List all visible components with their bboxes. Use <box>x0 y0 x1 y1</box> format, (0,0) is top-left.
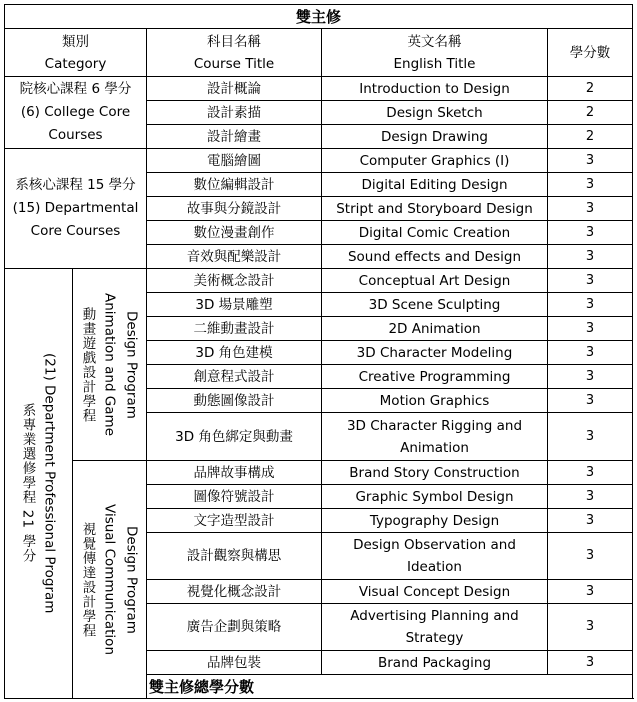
course-credits: 3 <box>548 389 633 413</box>
course-title-zh: 圖像符號設計 <box>147 485 322 509</box>
animation-program-label-zh: 動畫遊戲設計學程 <box>79 306 96 423</box>
table-row <box>5 77 633 101</box>
course-title-en: Digital Comic Creation <box>322 221 548 245</box>
course-title-en-line1: 3D Character Rigging and <box>346 417 523 434</box>
course-title-en-line2: Animation <box>400 439 469 456</box>
course-title-en: 3D Scene Sculpting <box>322 293 548 317</box>
professional-program-label-en: (21) Department Professional Program <box>41 353 58 614</box>
course-credits: 2 <box>548 101 633 125</box>
course-title-en-line1: Advertising Planning and <box>350 608 519 624</box>
animation-program-category <box>73 269 147 461</box>
course-credits: 3 <box>548 651 633 675</box>
course-credits: 3 <box>548 173 633 197</box>
course-title-zh: 設計概論 <box>147 77 322 101</box>
course-title-en: Stript and Storyboard Design <box>322 197 548 221</box>
course-title-zh: 文字造型設計 <box>147 509 322 533</box>
course-title-en <box>322 604 548 651</box>
course-title-zh: 美術概念設計 <box>147 269 322 293</box>
course-title-header-en: Course Title <box>193 55 275 72</box>
course-title-en: Sound effects and Design <box>322 245 548 269</box>
course-credits: 3 <box>548 533 633 580</box>
professional-program-label-zh: 系專業選修學程 21 學分 <box>19 403 36 564</box>
course-title-zh: 創意程式設計 <box>147 365 322 389</box>
course-credits: 3 <box>548 509 633 533</box>
table-row <box>5 269 633 293</box>
course-credits: 3 <box>548 341 633 365</box>
course-credits: 3 <box>548 461 633 485</box>
course-credits: 3 <box>548 197 633 221</box>
course-title-en-line2: Ideation <box>407 559 462 575</box>
course-title-en <box>322 533 548 580</box>
course-title-zh: 設計繪畫 <box>147 125 322 149</box>
english-title-header-en: English Title <box>393 55 476 72</box>
course-title-en: Computer Graphics (I) <box>322 149 548 173</box>
course-title-zh: 品牌故事構成 <box>147 461 322 485</box>
visual-program-label-zh: 視覺傳達設計學程 <box>79 521 96 638</box>
course-title-en: Typography Design <box>322 509 548 533</box>
course-credits: 3 <box>548 149 633 173</box>
animation-program-label-en1: Animation and Game <box>101 293 118 436</box>
dept-core-line2: (15) Departmental <box>12 200 139 216</box>
course-title-en: 2D Animation <box>322 317 548 341</box>
course-credits: 3 <box>548 365 633 389</box>
double-major-table <box>4 4 633 699</box>
course-title-en: Brand Story Construction <box>322 461 548 485</box>
course-title-zh: 設計素描 <box>147 101 322 125</box>
course-title-zh: 3D 角色建模 <box>147 341 322 365</box>
table-row <box>5 461 633 485</box>
course-title-zh: 音效與配樂設計 <box>147 245 322 269</box>
course-title-zh: 故事與分鏡設計 <box>147 197 322 221</box>
course-title-header <box>147 29 322 77</box>
course-title-zh: 品牌包裝 <box>147 651 322 675</box>
table-title: 雙主修 <box>5 5 633 29</box>
category-header-zh: 類別 <box>62 33 89 50</box>
animation-program-label-en2: Design Program <box>123 310 140 419</box>
course-title-zh: 電腦繪圖 <box>147 149 322 173</box>
category-header <box>5 29 147 77</box>
course-title-en: 3D Character Modeling <box>322 341 548 365</box>
visual-program-label-en2: Design Program <box>123 525 140 634</box>
dept-core-line1: 系核心課程 15 學分 <box>15 177 136 193</box>
course-title-en-line1: Design Observation and <box>353 537 516 553</box>
course-title-en-line2: Strategy <box>405 630 464 646</box>
visual-program-category <box>73 461 147 699</box>
college-core-line2: (6) College Core <box>20 104 131 120</box>
visual-program-label-en1: Visual Communication <box>101 504 118 655</box>
dept-core-category <box>5 149 147 269</box>
course-title-zh: 廣告企劃與策略 <box>147 604 322 651</box>
course-credits: 3 <box>548 485 633 509</box>
category-header-en: Category <box>44 55 107 72</box>
course-title-zh: 視覺化概念設計 <box>147 580 322 604</box>
course-title-zh: 數位漫畫創作 <box>147 221 322 245</box>
dept-core-line3: Core Courses <box>30 223 121 239</box>
course-credits: 3 <box>548 413 633 461</box>
course-title-en: Brand Packaging <box>322 651 548 675</box>
course-title-en: Motion Graphics <box>322 389 548 413</box>
course-credits: 3 <box>548 293 633 317</box>
college-core-line3: Courses <box>48 127 103 143</box>
credits-header: 學分數 <box>548 29 633 77</box>
course-title-en: Design Drawing <box>322 125 548 149</box>
course-credits: 2 <box>548 77 633 101</box>
english-title-header-zh: 英文名稱 <box>407 33 462 50</box>
course-title-en: Creative Programming <box>322 365 548 389</box>
course-title-zh: 動態圖像設計 <box>147 389 322 413</box>
course-credits: 3 <box>548 604 633 651</box>
course-title-zh: 3D 場景雕塑 <box>147 293 322 317</box>
course-title-zh: 設計觀察與構思 <box>147 533 322 580</box>
professional-program-category <box>5 269 73 699</box>
course-credits: 3 <box>548 317 633 341</box>
course-credits: 2 <box>548 125 633 149</box>
course-title-en: Design Sketch <box>322 101 548 125</box>
course-credits: 3 <box>548 269 633 293</box>
course-credits: 3 <box>548 221 633 245</box>
course-title-en: Visual Concept Design <box>322 580 548 604</box>
college-core-category <box>5 77 147 149</box>
course-title-en: Conceptual Art Design <box>322 269 548 293</box>
english-title-header <box>322 29 548 77</box>
total-credits-label: 雙主修總學分數 <box>147 675 633 699</box>
course-title-en <box>322 413 548 461</box>
course-title-en: Graphic Symbol Design <box>322 485 548 509</box>
college-core-line1: 院核心課程 6 學分 <box>19 81 132 97</box>
course-title-header-zh: 科目名稱 <box>207 33 261 50</box>
course-title-zh: 二維動畫設計 <box>147 317 322 341</box>
table-row <box>5 149 633 173</box>
course-credits: 3 <box>548 580 633 604</box>
course-title-en: Introduction to Design <box>322 77 548 101</box>
course-title-zh: 數位編輯設計 <box>147 173 322 197</box>
course-credits: 3 <box>548 245 633 269</box>
course-title-zh: 3D 角色綁定與動畫 <box>147 413 322 461</box>
course-title-en: Digital Editing Design <box>322 173 548 197</box>
